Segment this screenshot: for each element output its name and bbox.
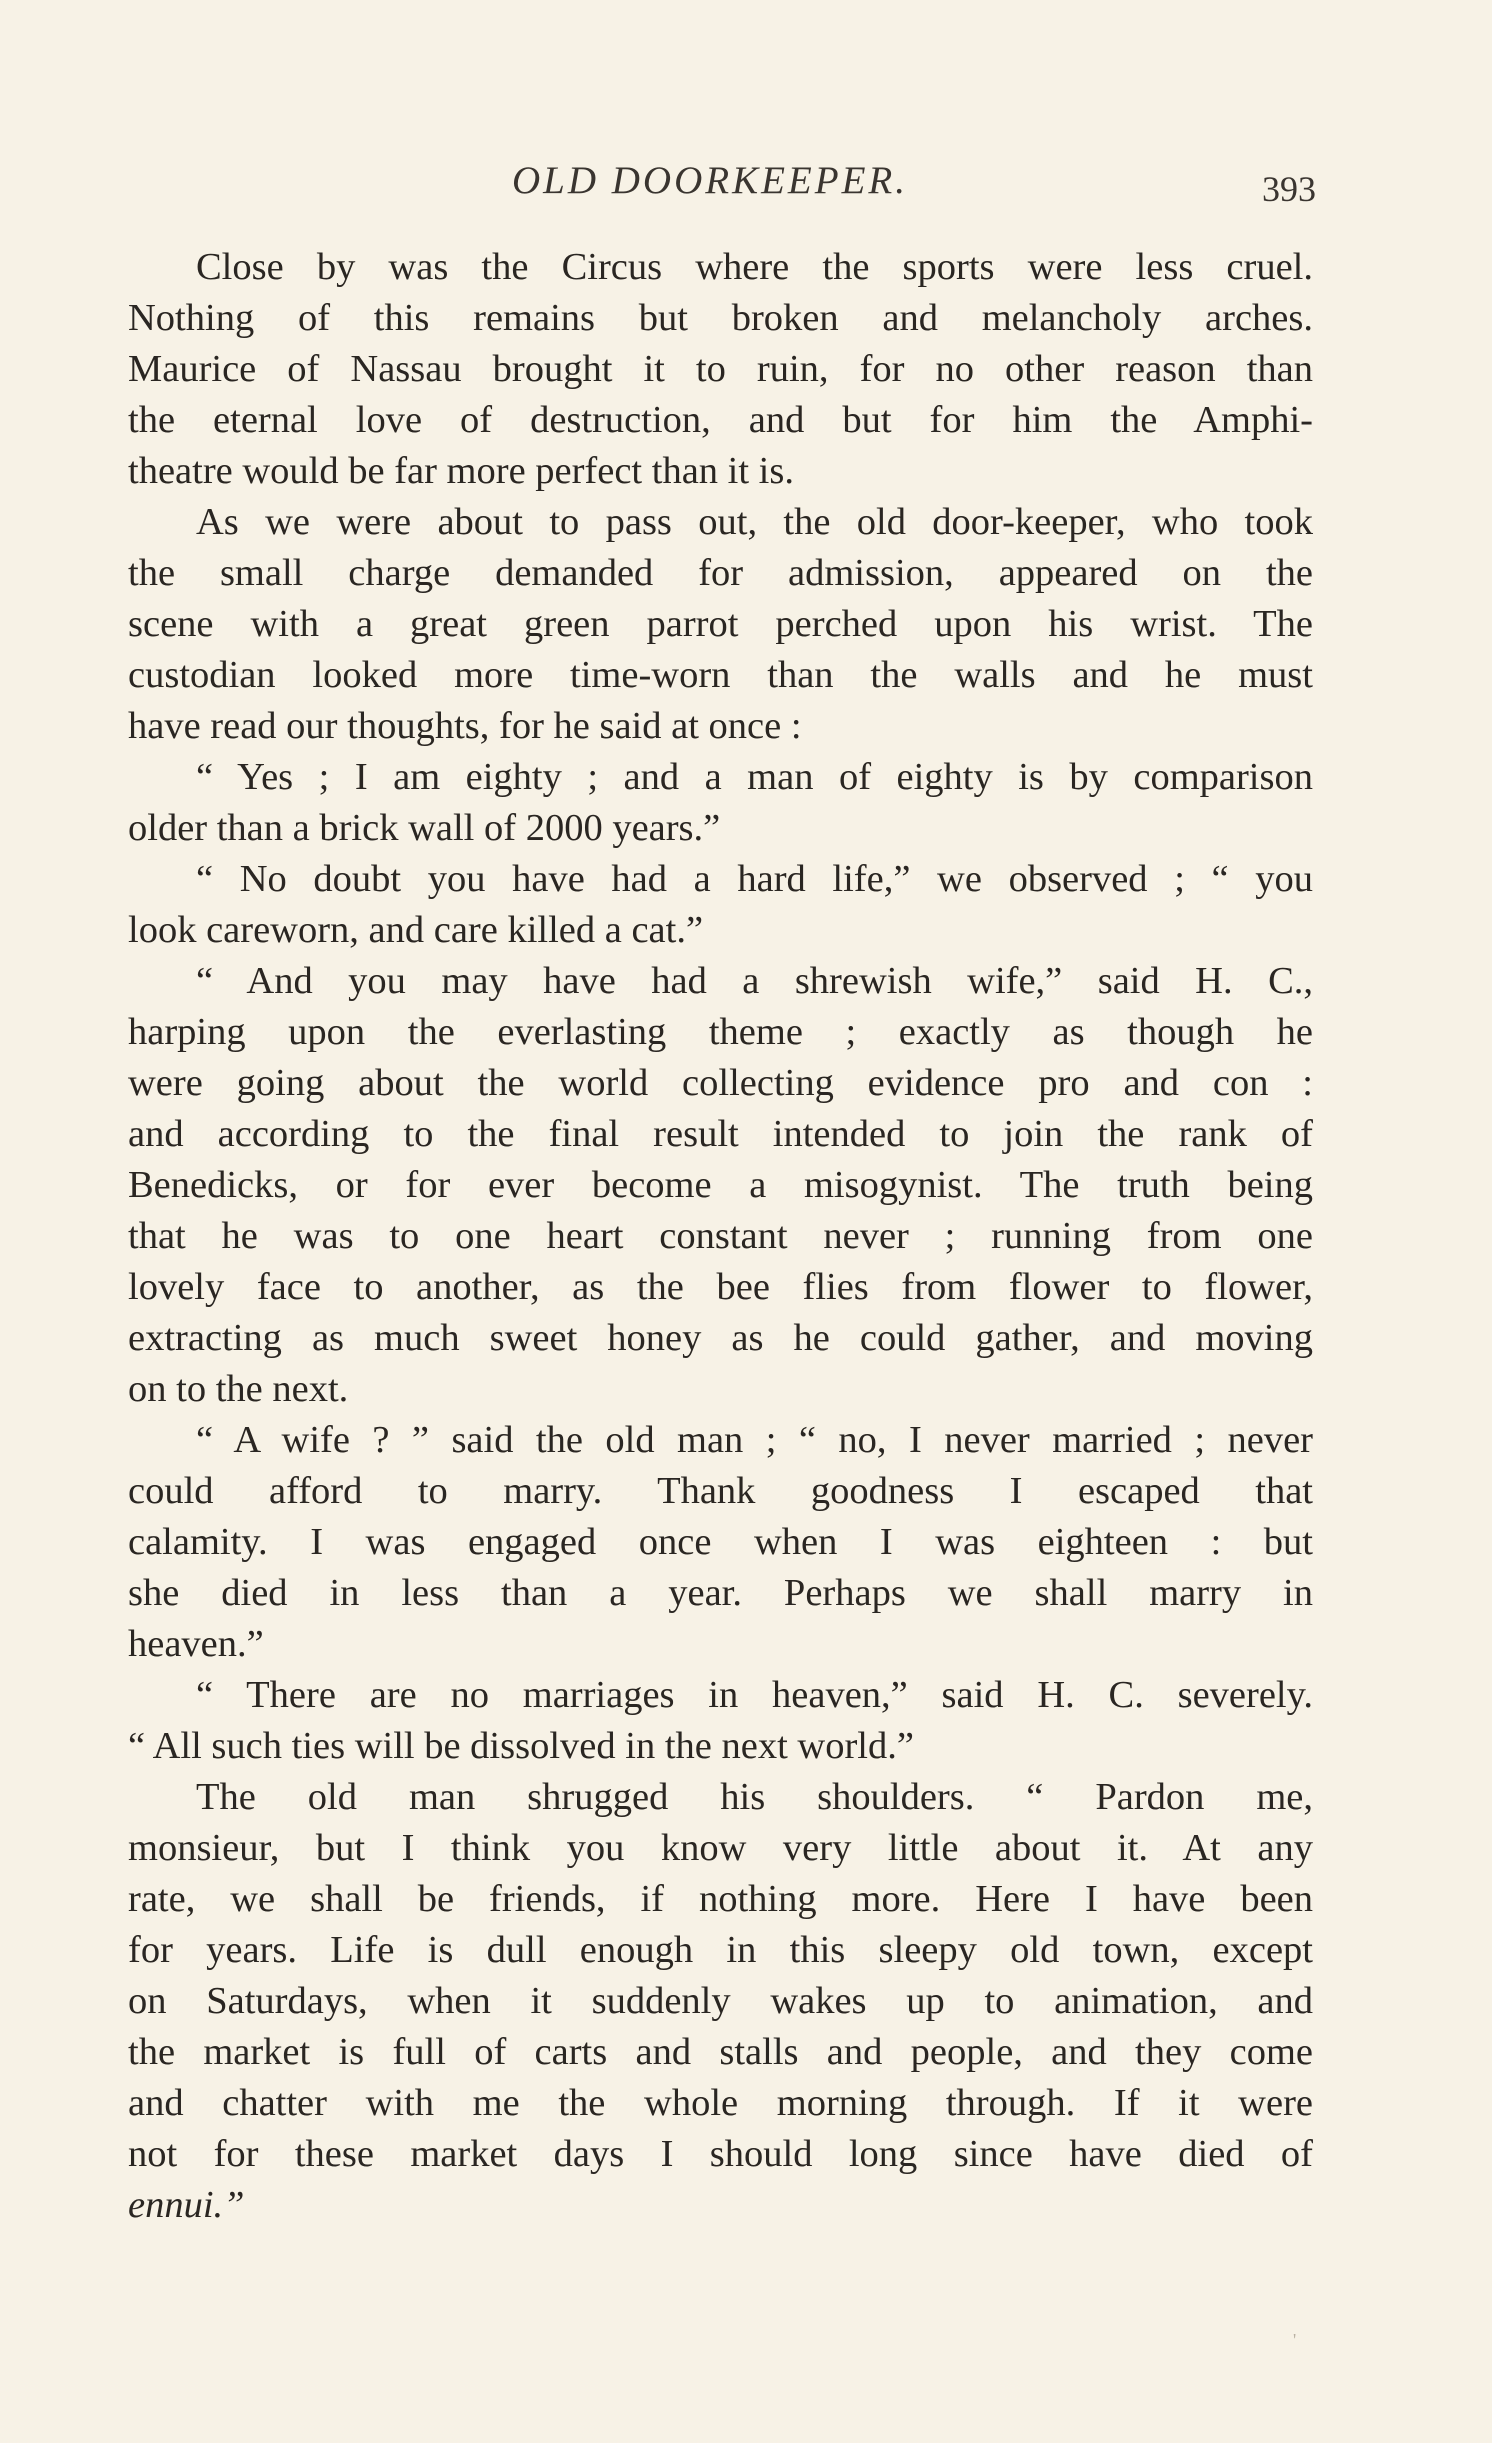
text-line: the market is full of carts and stalls and people, and they come [128, 2031, 1313, 2073]
text-line: Close by was the Circus where the sports were less cruel. [196, 246, 1313, 288]
text-line: rate, we shall be friends, if nothing more. Here I have been [128, 1878, 1313, 1920]
text-line: As we were about to pass out, the old door-keeper, who took [196, 501, 1313, 543]
text-line: could afford to marry. Thank goodness I escaped that [128, 1470, 1313, 1512]
page-speck: ' [1293, 2330, 1297, 2350]
text-line: “ A wife ? ” said the old man ; “ no, I never married ; never [196, 1419, 1313, 1461]
text-line: “ No doubt you have had a hard life,” we observed ; “ you [196, 858, 1313, 900]
text-line: calamity. I was engaged once when I was eighteen : but [128, 1521, 1313, 1563]
text-line: older than a brick wall of 2000 years.” [128, 807, 721, 849]
text-line: monsieur, but I think you know very little about it. At any [128, 1827, 1313, 1869]
text-line: she died in less than a year. Perhaps we shall marry in [128, 1572, 1313, 1614]
text-line: Nothing of this remains but broken and melancholy arches. [128, 297, 1313, 339]
text-line: and according to the final result intended to join the rank of [128, 1113, 1313, 1155]
text-line: Maurice of Nassau brought it to ruin, for no other reason than [128, 348, 1313, 390]
text-line: not for these market days I should long since have died of [128, 2133, 1313, 2175]
text-line: “ There are no marriages in heaven,” said H. C. severely. [196, 1674, 1313, 1716]
text-line: scene with a great green parrot perched upon his wrist. The [128, 603, 1313, 645]
text-line: extracting as much sweet honey as he could gather, and moving [128, 1317, 1313, 1359]
text-line: “ Yes ; I am eighty ; and a man of eighty is by comparison [196, 756, 1313, 798]
text-line: the eternal love of destruction, and but for him the Amphi- [128, 399, 1313, 441]
italic-word: ennui.” [128, 2184, 245, 2226]
text-line: lovely face to another, as the bee flies from flower to flower, [128, 1266, 1313, 1308]
text-line [128, 2180, 1313, 2231]
text-line: that he was to one heart constant never ; running from one [128, 1215, 1313, 1257]
text-line: on to the next. [128, 1368, 349, 1410]
text-line: “ All such ties will be dissolved in the next world.” [128, 1725, 914, 1767]
text-line: Benedicks, or for ever become a misogynist. The truth being [128, 1164, 1313, 1206]
text-line: harping upon the everlasting theme ; exactly as though he [128, 1011, 1313, 1053]
text-line: “ And you may have had a shrewish wife,” said H. C., [196, 960, 1313, 1002]
text-line: custodian looked more time-worn than the walls and he must [128, 654, 1313, 696]
text-line: have read our thoughts, for he said at once : [128, 705, 802, 747]
text-line: The old man shrugged his shoulders. “ Pardon me, [196, 1776, 1313, 1818]
text-line: were going about the world collecting evidence pro and con : [128, 1062, 1313, 1104]
running-title: OLD DOORKEEPER. [512, 159, 908, 202]
text-line: for years. Life is dull enough in this sleepy old town, except [128, 1929, 1313, 1971]
text-line: the small charge demanded for admission, appeared on the [128, 552, 1313, 594]
text-line: theatre would be far more perfect than it is. [128, 450, 794, 492]
page-number: 393 [1262, 169, 1316, 209]
body-text [128, 242, 1313, 2231]
running-head [0, 158, 1492, 208]
text-line: and chatter with me the whole morning through. If it were [128, 2082, 1313, 2124]
text-line: look careworn, and care killed a cat.” [128, 909, 704, 951]
text-line: on Saturdays, when it suddenly wakes up to animation, and [128, 1980, 1313, 2022]
text-line: heaven.” [128, 1623, 264, 1665]
